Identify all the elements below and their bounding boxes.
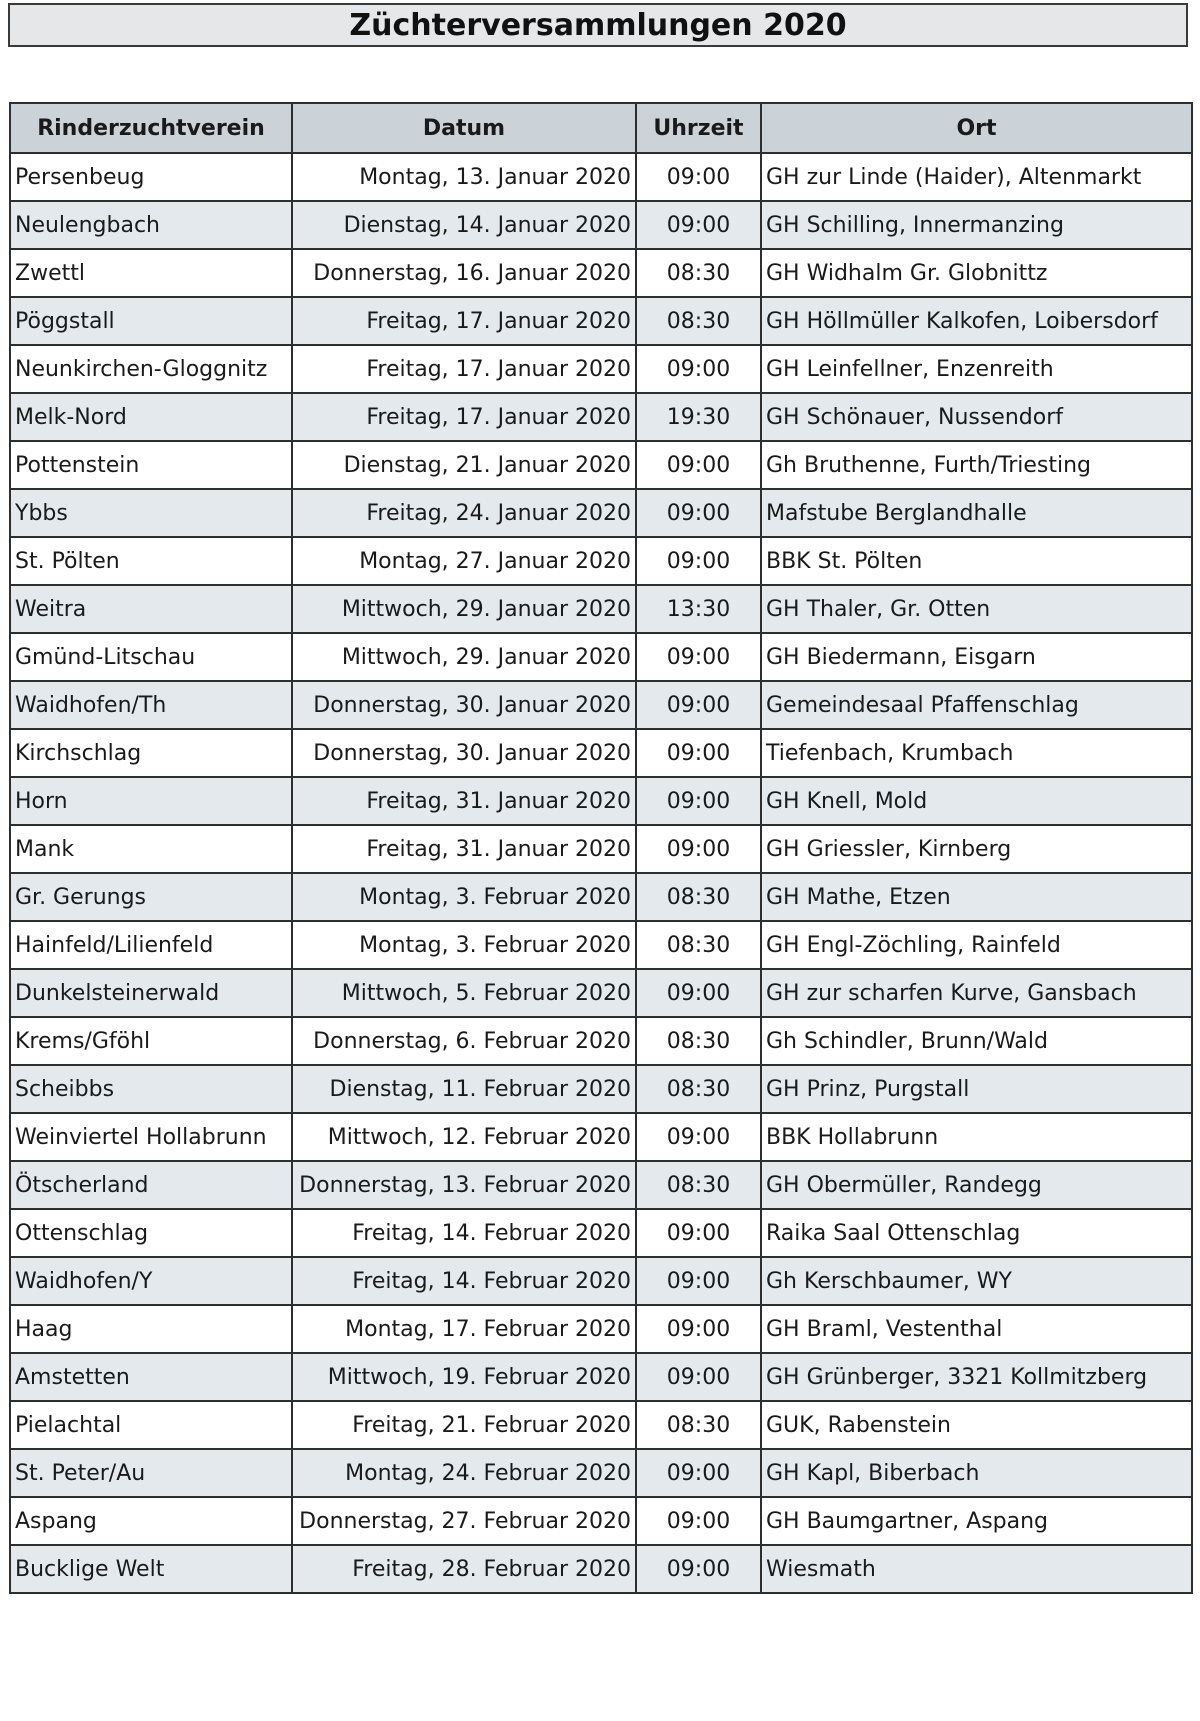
cell-ort: GH Schönauer, Nussendorf xyxy=(761,393,1192,441)
table-row xyxy=(10,297,1192,345)
header-ort: Ort xyxy=(761,103,1192,153)
cell-ort: GH Widhalm Gr. Globnittz xyxy=(761,249,1192,297)
cell-datum: Dienstag, 21. Januar 2020 xyxy=(292,441,636,489)
cell-uhrzeit: 08:30 xyxy=(636,1065,761,1113)
cell-datum: Freitag, 17. Januar 2020 xyxy=(292,297,636,345)
cell-datum: Mittwoch, 19. Februar 2020 xyxy=(292,1353,636,1401)
cell-datum: Freitag, 14. Februar 2020 xyxy=(292,1209,636,1257)
cell-ort: GH Engl-Zöchling, Rainfeld xyxy=(761,921,1192,969)
cell-uhrzeit: 09:00 xyxy=(636,1449,761,1497)
schedule-table xyxy=(9,102,1193,1594)
cell-uhrzeit: 09:00 xyxy=(636,1305,761,1353)
cell-ort: GH Prinz, Purgstall xyxy=(761,1065,1192,1113)
cell-uhrzeit: 09:00 xyxy=(636,441,761,489)
table-row xyxy=(10,441,1192,489)
table-row xyxy=(10,345,1192,393)
cell-ort: GH Biedermann, Eisgarn xyxy=(761,633,1192,681)
cell-verein: Zwettl xyxy=(10,249,292,297)
cell-uhrzeit: 09:00 xyxy=(636,1353,761,1401)
cell-uhrzeit: 09:00 xyxy=(636,201,761,249)
cell-datum: Freitag, 31. Januar 2020 xyxy=(292,825,636,873)
cell-ort: GH Braml, Vestenthal xyxy=(761,1305,1192,1353)
cell-datum: Donnerstag, 30. Januar 2020 xyxy=(292,681,636,729)
cell-datum: Freitag, 28. Februar 2020 xyxy=(292,1545,636,1593)
cell-uhrzeit: 09:00 xyxy=(636,825,761,873)
cell-datum: Montag, 13. Januar 2020 xyxy=(292,153,636,201)
cell-verein: Kirchschlag xyxy=(10,729,292,777)
cell-uhrzeit: 09:00 xyxy=(636,1497,761,1545)
cell-ort: Gh Kerschbaumer, WY xyxy=(761,1257,1192,1305)
cell-uhrzeit: 08:30 xyxy=(636,873,761,921)
cell-uhrzeit: 09:00 xyxy=(636,777,761,825)
cell-ort: GH Schilling, Innermanzing xyxy=(761,201,1192,249)
cell-datum: Freitag, 24. Januar 2020 xyxy=(292,489,636,537)
cell-verein: Waidhofen/Th xyxy=(10,681,292,729)
cell-uhrzeit: 09:00 xyxy=(636,681,761,729)
table-row xyxy=(10,249,1192,297)
cell-datum: Montag, 3. Februar 2020 xyxy=(292,873,636,921)
cell-verein: Neunkirchen-Gloggnitz xyxy=(10,345,292,393)
table-row xyxy=(10,1353,1192,1401)
header-datum: Datum xyxy=(292,103,636,153)
table-row xyxy=(10,585,1192,633)
cell-uhrzeit: 09:00 xyxy=(636,1113,761,1161)
cell-ort: Wiesmath xyxy=(761,1545,1192,1593)
cell-datum: Donnerstag, 27. Februar 2020 xyxy=(292,1497,636,1545)
cell-datum: Mittwoch, 29. Januar 2020 xyxy=(292,585,636,633)
cell-ort: GH Grünberger, 3321 Kollmitzberg xyxy=(761,1353,1192,1401)
table-row xyxy=(10,1497,1192,1545)
table-row xyxy=(10,153,1192,201)
cell-ort: GH Mathe, Etzen xyxy=(761,873,1192,921)
table-row xyxy=(10,393,1192,441)
cell-uhrzeit: 08:30 xyxy=(636,1161,761,1209)
cell-datum: Montag, 24. Februar 2020 xyxy=(292,1449,636,1497)
table-row xyxy=(10,681,1192,729)
cell-ort: Gemeindesaal Pfaffenschlag xyxy=(761,681,1192,729)
cell-verein: Ottenschlag xyxy=(10,1209,292,1257)
cell-verein: Ötscherland xyxy=(10,1161,292,1209)
cell-datum: Mittwoch, 5. Februar 2020 xyxy=(292,969,636,1017)
cell-ort: GH zur scharfen Kurve, Gansbach xyxy=(761,969,1192,1017)
cell-uhrzeit: 09:00 xyxy=(636,537,761,585)
header-verein: Rinderzuchtverein xyxy=(10,103,292,153)
cell-datum: Donnerstag, 6. Februar 2020 xyxy=(292,1017,636,1065)
cell-datum: Mittwoch, 29. Januar 2020 xyxy=(292,633,636,681)
cell-ort: Raika Saal Ottenschlag xyxy=(761,1209,1192,1257)
cell-uhrzeit: 09:00 xyxy=(636,633,761,681)
table-row xyxy=(10,1257,1192,1305)
table-row xyxy=(10,633,1192,681)
cell-ort: Gh Bruthenne, Furth/Triesting xyxy=(761,441,1192,489)
cell-datum: Mittwoch, 12. Februar 2020 xyxy=(292,1113,636,1161)
cell-uhrzeit: 09:00 xyxy=(636,1209,761,1257)
cell-verein: St. Pölten xyxy=(10,537,292,585)
cell-uhrzeit: 08:30 xyxy=(636,1401,761,1449)
cell-verein: Gr. Gerungs xyxy=(10,873,292,921)
cell-uhrzeit: 09:00 xyxy=(636,729,761,777)
cell-datum: Donnerstag, 16. Januar 2020 xyxy=(292,249,636,297)
table-row xyxy=(10,969,1192,1017)
table-row xyxy=(10,1545,1192,1593)
cell-uhrzeit: 09:00 xyxy=(636,1545,761,1593)
cell-ort: BBK Hollabrunn xyxy=(761,1113,1192,1161)
cell-datum: Freitag, 14. Februar 2020 xyxy=(292,1257,636,1305)
cell-ort: GH Kapl, Biberbach xyxy=(761,1449,1192,1497)
cell-verein: Aspang xyxy=(10,1497,292,1545)
cell-uhrzeit: 08:30 xyxy=(636,297,761,345)
cell-verein: Weitra xyxy=(10,585,292,633)
table-row xyxy=(10,1113,1192,1161)
cell-ort: GH Leinfellner, Enzenreith xyxy=(761,345,1192,393)
cell-verein: Amstetten xyxy=(10,1353,292,1401)
cell-ort: GH Knell, Mold xyxy=(761,777,1192,825)
cell-datum: Dienstag, 14. Januar 2020 xyxy=(292,201,636,249)
cell-ort: Mafstube Berglandhalle xyxy=(761,489,1192,537)
cell-ort: BBK St. Pölten xyxy=(761,537,1192,585)
cell-verein: Bucklige Welt xyxy=(10,1545,292,1593)
cell-verein: Persenbeug xyxy=(10,153,292,201)
table-row xyxy=(10,201,1192,249)
cell-verein: Pottenstein xyxy=(10,441,292,489)
cell-ort: GUK, Rabenstein xyxy=(761,1401,1192,1449)
cell-uhrzeit: 09:00 xyxy=(636,1257,761,1305)
cell-datum: Montag, 3. Februar 2020 xyxy=(292,921,636,969)
cell-ort: GH Baumgartner, Aspang xyxy=(761,1497,1192,1545)
cell-ort: GH Griessler, Kirnberg xyxy=(761,825,1192,873)
cell-datum: Montag, 27. Januar 2020 xyxy=(292,537,636,585)
schedule-body xyxy=(10,153,1192,1593)
table-row xyxy=(10,729,1192,777)
cell-ort: GH Thaler, Gr. Otten xyxy=(761,585,1192,633)
cell-verein: Dunkelsteinerwald xyxy=(10,969,292,1017)
cell-verein: Melk-Nord xyxy=(10,393,292,441)
cell-uhrzeit: 13:30 xyxy=(636,585,761,633)
cell-uhrzeit: 09:00 xyxy=(636,969,761,1017)
cell-uhrzeit: 09:00 xyxy=(636,345,761,393)
cell-datum: Dienstag, 11. Februar 2020 xyxy=(292,1065,636,1113)
cell-datum: Montag, 17. Februar 2020 xyxy=(292,1305,636,1353)
cell-datum: Donnerstag, 13. Februar 2020 xyxy=(292,1161,636,1209)
cell-verein: Hainfeld/Lilienfeld xyxy=(10,921,292,969)
cell-verein: Krems/Gföhl xyxy=(10,1017,292,1065)
cell-verein: Haag xyxy=(10,1305,292,1353)
cell-verein: Neulengbach xyxy=(10,201,292,249)
table-row xyxy=(10,1161,1192,1209)
cell-datum: Freitag, 31. Januar 2020 xyxy=(292,777,636,825)
cell-verein: Mank xyxy=(10,825,292,873)
cell-verein: Gmünd-Litschau xyxy=(10,633,292,681)
table-row xyxy=(10,489,1192,537)
cell-uhrzeit: 09:00 xyxy=(636,153,761,201)
cell-datum: Freitag, 21. Februar 2020 xyxy=(292,1401,636,1449)
table-row xyxy=(10,825,1192,873)
cell-verein: Weinviertel Hollabrunn xyxy=(10,1113,292,1161)
page-title: Züchterversammlungen 2020 xyxy=(8,3,1188,47)
table-row xyxy=(10,537,1192,585)
cell-uhrzeit: 08:30 xyxy=(636,1017,761,1065)
cell-verein: Scheibbs xyxy=(10,1065,292,1113)
table-header-row xyxy=(10,103,1192,153)
table-row xyxy=(10,1017,1192,1065)
cell-ort: GH zur Linde (Haider), Altenmarkt xyxy=(761,153,1192,201)
cell-datum: Donnerstag, 30. Januar 2020 xyxy=(292,729,636,777)
header-uhrzeit: Uhrzeit xyxy=(636,103,761,153)
table-row xyxy=(10,1209,1192,1257)
table-row xyxy=(10,1065,1192,1113)
cell-datum: Freitag, 17. Januar 2020 xyxy=(292,393,636,441)
cell-uhrzeit: 19:30 xyxy=(636,393,761,441)
cell-datum: Freitag, 17. Januar 2020 xyxy=(292,345,636,393)
cell-verein: Waidhofen/Y xyxy=(10,1257,292,1305)
cell-ort: GH Obermüller, Randegg xyxy=(761,1161,1192,1209)
table-row xyxy=(10,1401,1192,1449)
cell-verein: Pielachtal xyxy=(10,1401,292,1449)
cell-uhrzeit: 08:30 xyxy=(636,921,761,969)
table-row xyxy=(10,1305,1192,1353)
table-row xyxy=(10,873,1192,921)
table-row xyxy=(10,777,1192,825)
cell-verein: St. Peter/Au xyxy=(10,1449,292,1497)
cell-uhrzeit: 08:30 xyxy=(636,249,761,297)
table-row xyxy=(10,1449,1192,1497)
cell-ort: Tiefenbach, Krumbach xyxy=(761,729,1192,777)
cell-uhrzeit: 09:00 xyxy=(636,489,761,537)
cell-verein: Ybbs xyxy=(10,489,292,537)
cell-verein: Pöggstall xyxy=(10,297,292,345)
cell-verein: Horn xyxy=(10,777,292,825)
cell-ort: Gh Schindler, Brunn/Wald xyxy=(761,1017,1192,1065)
cell-ort: GH Höllmüller Kalkofen, Loibersdorf xyxy=(761,297,1192,345)
table-row xyxy=(10,921,1192,969)
